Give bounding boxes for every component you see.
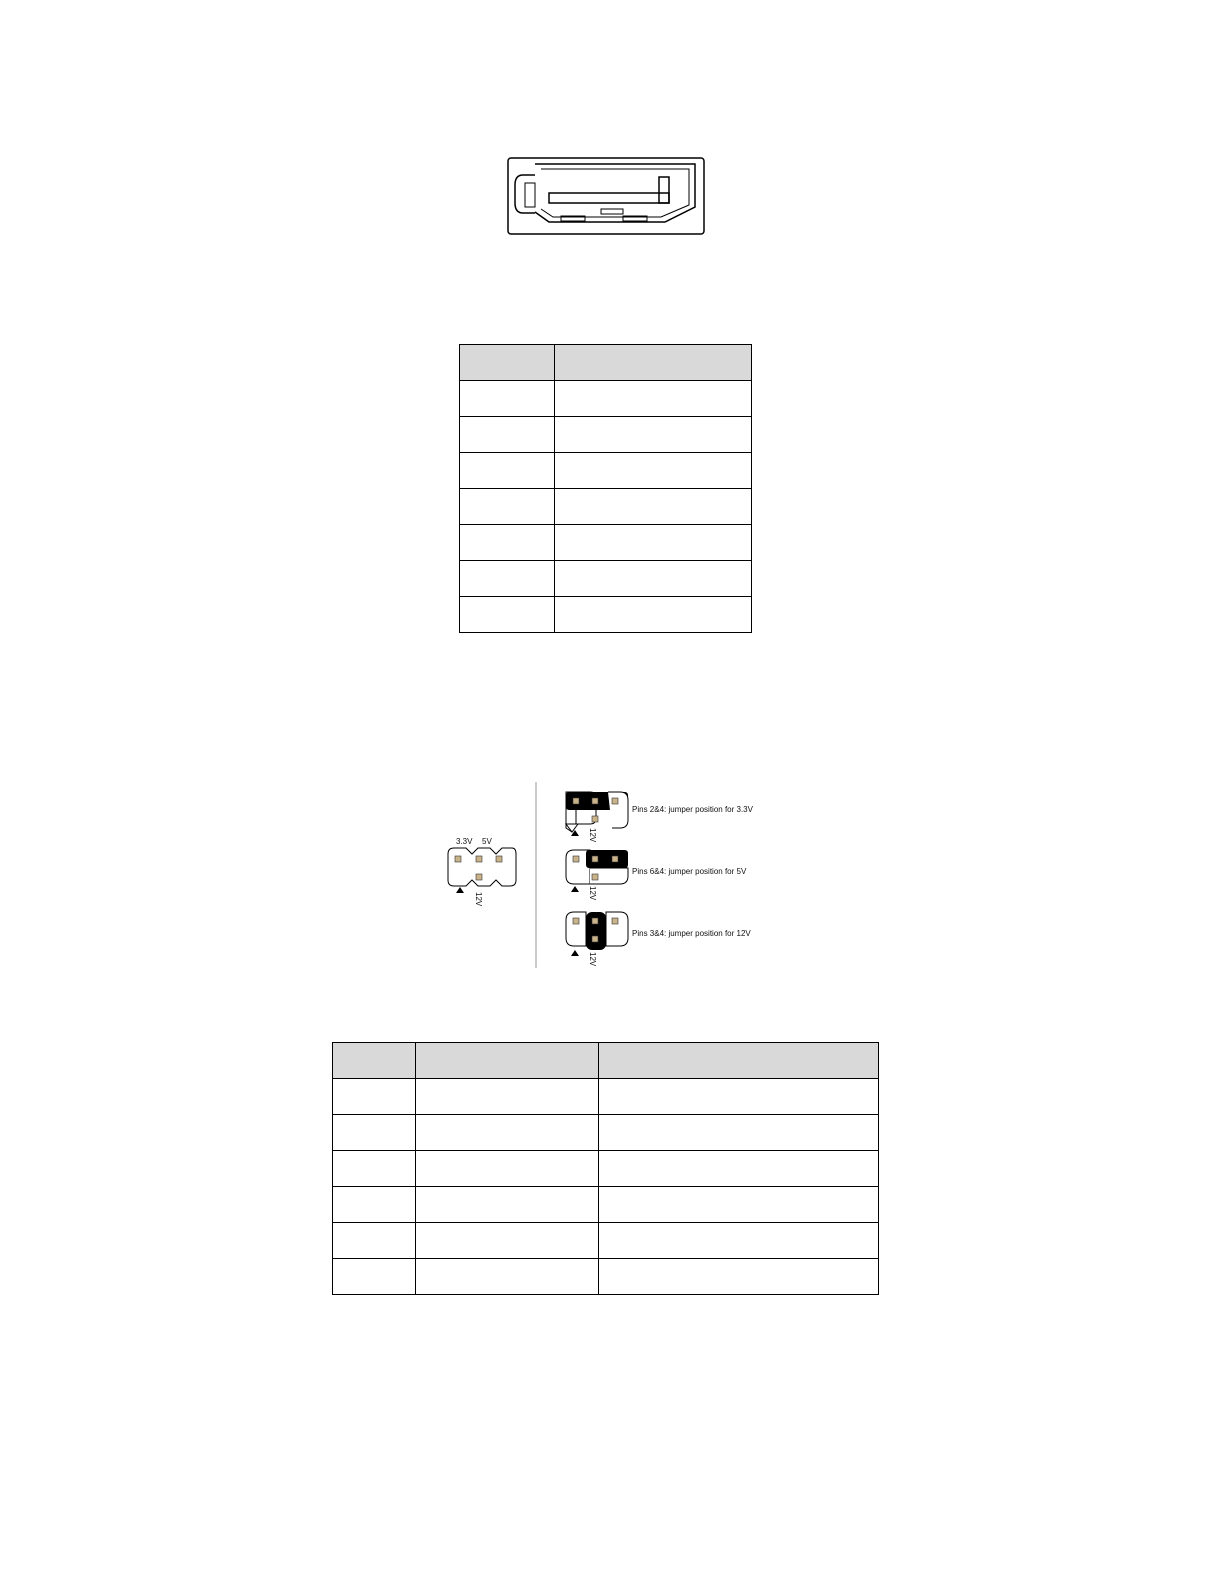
table-cell <box>554 597 751 633</box>
setting-caption: Pins 6&4: jumper position for 5V <box>632 867 747 876</box>
jumper-setting-12v <box>566 912 751 967</box>
table-row <box>460 489 752 525</box>
table-cell <box>333 1079 416 1115</box>
header-cell <box>554 345 751 381</box>
jumper-setting-5v <box>566 850 747 901</box>
jumper-diagram <box>440 780 800 975</box>
table-cell <box>598 1187 879 1223</box>
table-cell <box>415 1151 598 1187</box>
table-cell <box>415 1187 598 1223</box>
header-cell <box>333 1043 416 1079</box>
table-cell <box>554 417 751 453</box>
setting-pin-label: 12V <box>588 828 597 843</box>
header-cell <box>598 1043 879 1079</box>
table-cell <box>554 525 751 561</box>
table-row <box>460 561 752 597</box>
table-cell <box>333 1223 416 1259</box>
table-row <box>460 381 752 417</box>
table-row <box>333 1151 879 1187</box>
setting-caption: Pins 2&4: jumper position for 3.3V <box>632 805 753 814</box>
table-row <box>333 1223 879 1259</box>
label-12v: 12V <box>474 892 483 907</box>
jumper-setting-3-3v <box>566 792 754 843</box>
header-cell <box>415 1043 598 1079</box>
table-cell <box>598 1115 879 1151</box>
table-cell <box>598 1259 879 1295</box>
table-row <box>333 1259 879 1295</box>
table-row <box>333 1187 879 1223</box>
table-row <box>460 525 752 561</box>
table-cell <box>333 1187 416 1223</box>
table-cell <box>460 417 555 453</box>
table-row <box>333 1115 879 1151</box>
table-header-row <box>333 1043 879 1079</box>
setting-caption: Pins 3&4: jumper position for 12V <box>632 929 751 938</box>
table-row <box>460 597 752 633</box>
table-cell <box>415 1115 598 1151</box>
table-cell <box>460 489 555 525</box>
table-row <box>333 1079 879 1115</box>
table-cell <box>460 561 555 597</box>
label-5v: 5V <box>482 837 492 846</box>
jumper-header-icon <box>448 837 516 907</box>
sata-pinout-table <box>459 344 752 633</box>
table-cell <box>460 597 555 633</box>
setting-pin-label: 12V <box>588 886 597 901</box>
table-row <box>460 453 752 489</box>
sata-connector-icon <box>505 155 707 237</box>
table-cell <box>333 1259 416 1295</box>
table-cell <box>333 1115 416 1151</box>
table-cell <box>333 1151 416 1187</box>
table-header-row <box>460 345 752 381</box>
header-cell <box>460 345 555 381</box>
table-cell <box>554 381 751 417</box>
table-cell <box>460 525 555 561</box>
table-cell <box>460 381 555 417</box>
table-cell <box>554 453 751 489</box>
table-cell <box>598 1079 879 1115</box>
table-cell <box>554 561 751 597</box>
table-cell <box>598 1223 879 1259</box>
table-cell <box>598 1151 879 1187</box>
table-cell <box>415 1079 598 1115</box>
label-3-3v: 3.3V <box>456 837 473 846</box>
table-cell <box>415 1223 598 1259</box>
setting-pin-label: 12V <box>588 952 597 967</box>
table-cell <box>415 1259 598 1295</box>
table-cell <box>460 453 555 489</box>
table-cell <box>554 489 751 525</box>
table-row <box>460 417 752 453</box>
jumper-settings-table <box>332 1042 879 1295</box>
